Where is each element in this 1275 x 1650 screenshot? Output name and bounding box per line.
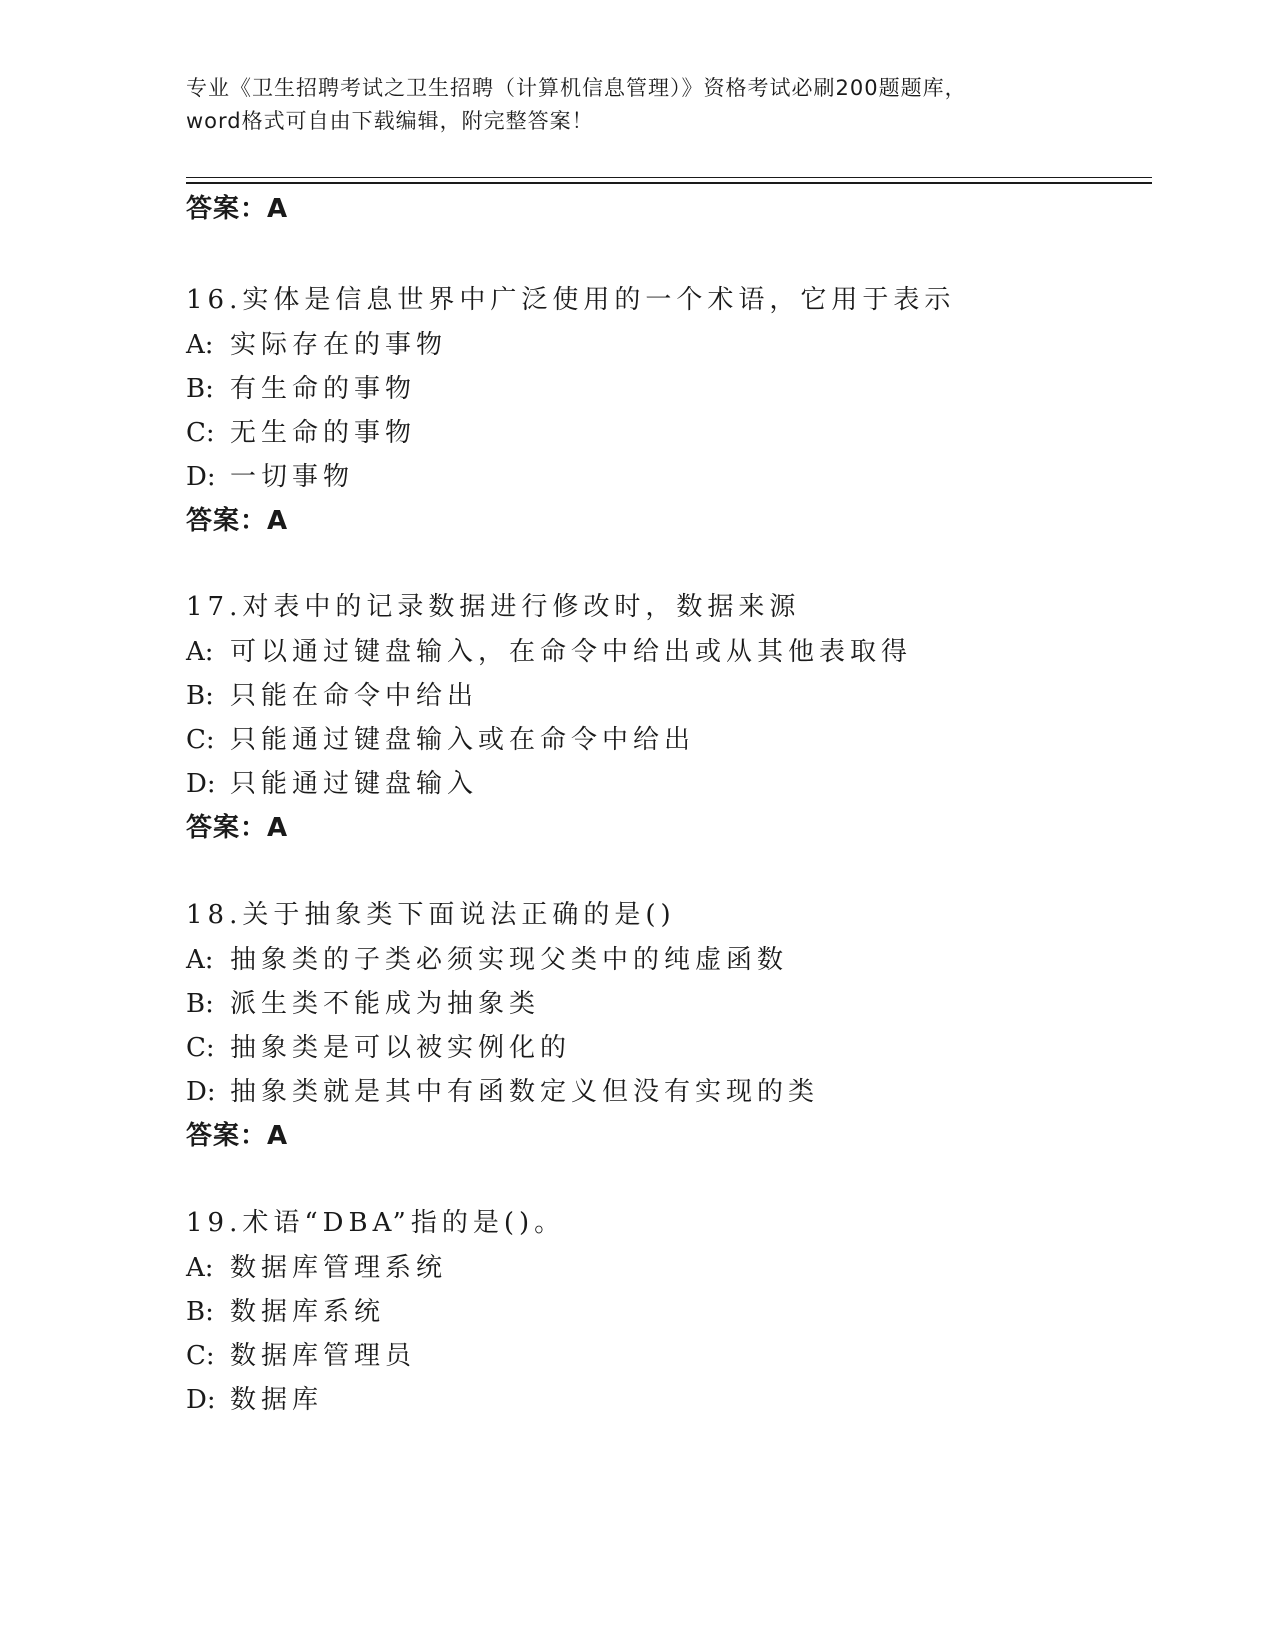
option-key: C: xyxy=(186,1033,215,1063)
answer-line: 答案：A xyxy=(186,1121,289,1151)
option-c xyxy=(186,725,695,755)
answer-line: 答案：A xyxy=(186,813,289,843)
option-b xyxy=(186,681,478,711)
option-text: 一切事物 xyxy=(230,462,355,492)
option-key: A: xyxy=(186,1253,214,1283)
option-text: 只能通过键盘输入或在命令中给出 xyxy=(230,725,696,755)
option-text: 数据库管理员 xyxy=(230,1341,417,1371)
option-a xyxy=(186,330,447,360)
option-a xyxy=(186,1253,447,1283)
option-text: 有生命的事物 xyxy=(230,374,417,404)
option-text: 数据库系统 xyxy=(230,1297,386,1327)
option-text: 数据库管理系统 xyxy=(230,1253,448,1283)
option-b xyxy=(186,1297,385,1327)
option-key: A: xyxy=(186,945,214,975)
option-a xyxy=(186,945,788,975)
option-d xyxy=(186,769,478,799)
option-key: D: xyxy=(186,1077,216,1107)
option-d xyxy=(186,462,354,492)
option-key: D: xyxy=(186,462,216,492)
header-rule-thick xyxy=(186,182,1152,184)
option-key: B: xyxy=(186,989,214,1019)
option-d xyxy=(186,1385,323,1415)
answer-line: 答案：A xyxy=(186,194,289,224)
option-text: 抽象类就是其中有函数定义但没有实现的类 xyxy=(230,1077,820,1107)
question-stem: 18.关于抽象类下面说法正确的是() xyxy=(186,900,676,930)
option-key: A: xyxy=(186,330,214,360)
header-line-2: word格式可自由下载编辑，附完整答案！ xyxy=(186,109,594,133)
option-text: 无生命的事物 xyxy=(230,418,417,448)
option-key: D: xyxy=(186,1385,216,1415)
option-c xyxy=(186,1341,416,1371)
option-text: 抽象类的子类必须实现父类中的纯虚函数 xyxy=(230,945,789,975)
option-key: C: xyxy=(186,725,215,755)
option-d xyxy=(186,1077,819,1107)
option-text: 可以通过键盘输入，在命令中给出或从其他表取得 xyxy=(230,637,913,667)
option-key: D: xyxy=(186,769,216,799)
option-key: A: xyxy=(186,637,214,667)
option-c xyxy=(186,1033,571,1063)
option-text: 派生类不能成为抽象类 xyxy=(230,989,541,1019)
option-text: 抽象类是可以被实例化的 xyxy=(230,1033,572,1063)
option-key: B: xyxy=(186,374,214,404)
question-stem: 16.实体是信息世界中广泛使用的一个术语，它用于表示 xyxy=(186,285,956,315)
option-text: 数据库 xyxy=(230,1385,324,1415)
header-line-1: 专业《卫生招聘考试之卫生招聘（计算机信息管理）》资格考试必刷200题题库， xyxy=(186,76,967,100)
option-text: 只能通过键盘输入 xyxy=(230,769,479,799)
option-key: C: xyxy=(186,1341,215,1371)
header-rule-thin xyxy=(186,177,1152,178)
option-key: C: xyxy=(186,418,215,448)
option-key: B: xyxy=(186,1297,214,1327)
option-text: 实际存在的事物 xyxy=(230,330,448,360)
document-header xyxy=(186,72,1086,138)
option-key: B: xyxy=(186,681,214,711)
option-a xyxy=(186,637,912,667)
answer-line: 答案：A xyxy=(186,506,289,536)
option-b xyxy=(186,374,416,404)
option-b xyxy=(186,989,540,1019)
option-c xyxy=(186,418,416,448)
question-stem: 19.术语“DBA”指的是()。 xyxy=(186,1208,566,1238)
question-stem: 17.对表中的记录数据进行修改时，数据来源 xyxy=(186,592,801,622)
option-text: 只能在命令中给出 xyxy=(230,681,479,711)
